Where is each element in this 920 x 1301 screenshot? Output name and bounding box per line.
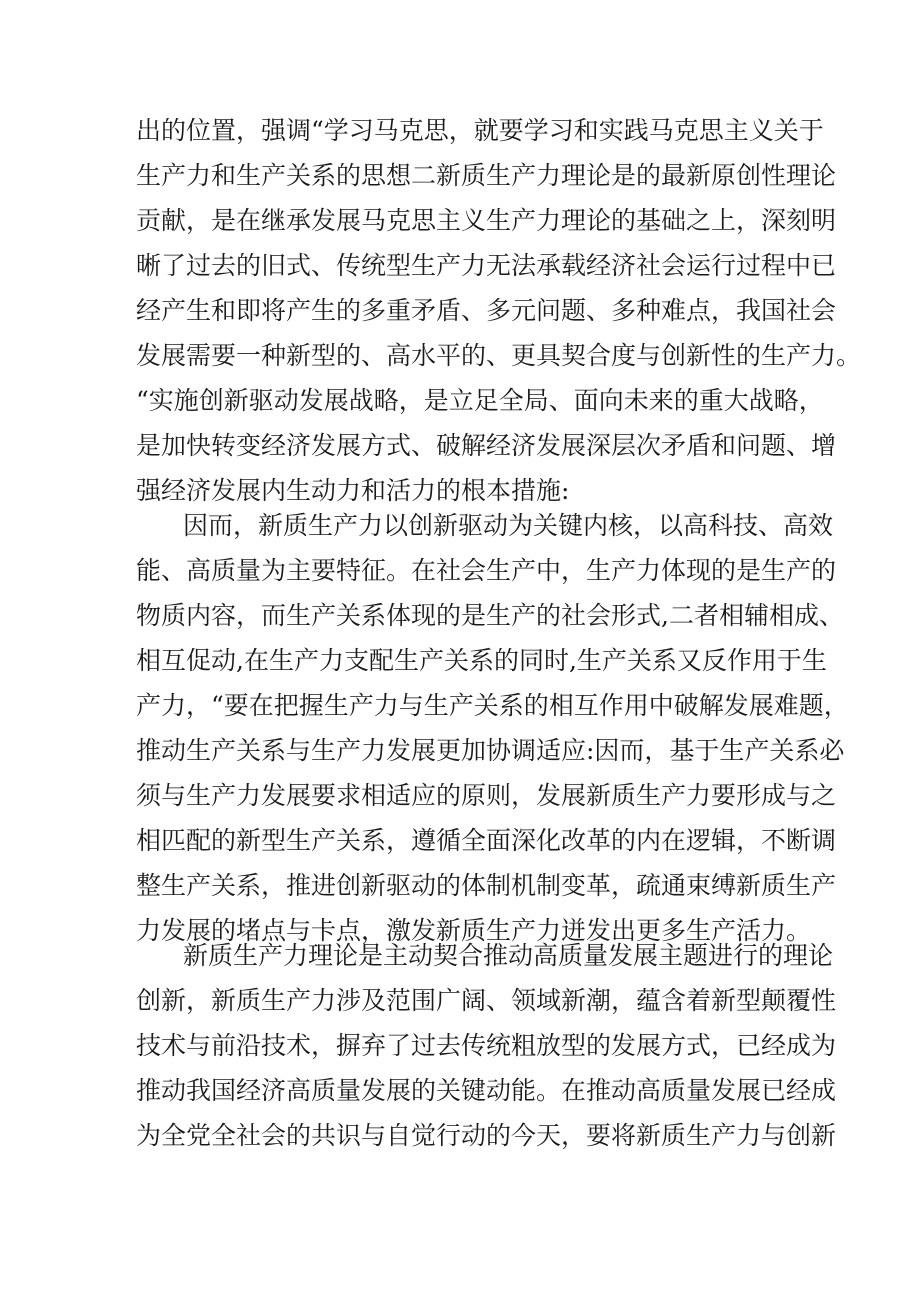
text-line: 强经济发展内生动力和活力的根本措施: (136, 476, 570, 505)
text-line: “实施创新驱动发展战略，是立足全局、面向未来的重大战略， (136, 386, 824, 415)
text-line: 经产生和即将产生的多重矛盾、多元问题、多种难点，我国社会 (136, 296, 837, 325)
text-line: 须与生产力发展要求相适应的原则，发展新质生产力要形成与之 (136, 781, 837, 810)
text-line: 物质内容，而生产关系体现的是生产的社会形式,二者相辅相成、 (136, 601, 844, 630)
text-line: 新质生产力理论是主动契合推动高质量发展主题进行的理论 (183, 941, 834, 970)
text-line: 推动生产关系与生产力发展更加协调适应:因而，基于生产关系必 (136, 736, 845, 765)
text-line: 能、高质量为主要特征。在社会生产中，生产力体现的是生产的 (136, 556, 837, 585)
text-line: 整生产关系，推进创新驱动的体制机制变革，疏通束缚新质生产 (136, 871, 837, 900)
text-line: 贡献，是在继承发展马克思主义生产力理论的基础之上，深刻明 (136, 206, 837, 235)
text-line: 晰了过去的旧式、传统型生产力无法承载经济社会运行过程中已 (136, 251, 837, 280)
text-line: 推动我国经济高质量发展的关键动能。在推动高质量发展已经成 (136, 1076, 837, 1105)
text-line: 为全党全社会的共识与自觉行动的今天，要将新质生产力与创新 (136, 1121, 837, 1150)
text-line: 出的位置，强调“学习马克思，就要学习和实践马克思主义关于 (136, 116, 824, 145)
text-line: 相互促动,在生产力支配生产关系的同时,生产关系又反作用于生 (136, 646, 827, 675)
text-line: 因而，新质生产力以创新驱动为关键内核，以高科技、高效 (183, 511, 834, 540)
text-line: 发展需要一种新型的、高水平的、更具契合度与创新性的生产力。 (136, 341, 862, 370)
text-line: 产力，“要在把握生产力与生产关系的相互作用中破解发展难题， (136, 691, 849, 720)
text-line: 生产力和生产关系的思想二新质生产力理论是的最新原创性理论 (136, 161, 837, 190)
text-line: 是加快转变经济发展方式、破解经济发展深层次矛盾和问题、增 (136, 431, 837, 460)
text-line: 相匹配的新型生产关系，遵循全面深化改革的内在逻辑，不断调 (136, 826, 837, 855)
text-line: 力发展的堵点与卡点，激发新质生产力迸发出更多生产活力。 (136, 916, 812, 945)
text-line: 技术与前沿技术，摒弃了过去传统粗放型的发展方式，已经成为 (136, 1031, 837, 1060)
text-line: 创新，新质生产力涉及范围广阔、领域新潮，蕴含着新型颠覆性 (136, 986, 837, 1015)
